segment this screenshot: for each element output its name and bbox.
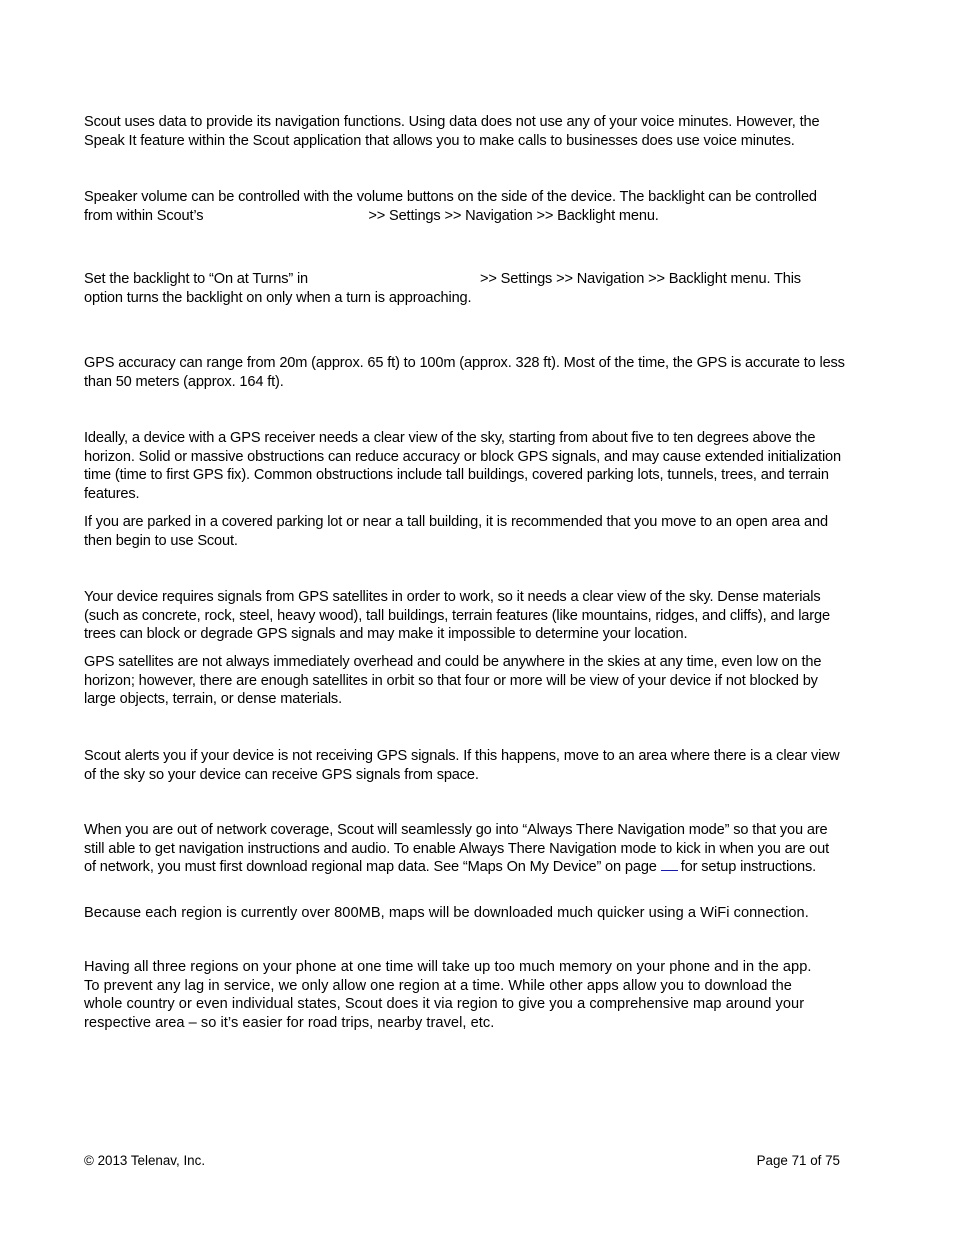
volume-paragraph bbox=[84, 188, 874, 225]
backlight-paragraph bbox=[84, 270, 874, 307]
volume-line-1: Speaker volume can be controlled with the volume buttons on the side of the device. The backlight can be controlled bbox=[84, 189, 817, 205]
coverage-last-start: of network, you must first download regional map data. See “Maps On My Device” on page bbox=[84, 859, 657, 876]
coverage-lines: When you are out of network coverage, Scout will seamlessly go into “Always There Navigation mode” so that you are still able to get navigation instructions and audio. To enable Always There Navigation mode to kick in when you are out bbox=[84, 822, 830, 857]
coverage-last-end: for setup instructions. bbox=[680, 859, 817, 876]
satellites-paragraph: GPS satellites are not always immediately overhead and could be anywhere in the skies at any time, even low on the horizon; however, there are enough satellites in orbit so that four or more will be view of your device if not blocked by large objects, terrain, or dense materials. bbox=[84, 654, 822, 708]
gps-accuracy-paragraph: GPS accuracy can range from 20m (approx. 65 ft) to 100m (approx. 328 ft). Most of the time, the GPS is accurate to less than 50 meters (approx. 164 ft). bbox=[84, 355, 845, 390]
alerts-paragraph: Scout alerts you if your device is not receiving GPS signals. If this happens, move to an area where there is a clear view of the sky so your device can receive GPS signals from space. bbox=[84, 748, 840, 783]
page-reference-link[interactable] bbox=[661, 858, 678, 871]
backlight-line-1-end: >> Settings >> Navigation >> Backlight menu. This bbox=[480, 271, 801, 287]
wifi-paragraph: Because each region is currently over 800MB, maps will be downloaded much quicker using a WiFi connection. bbox=[84, 905, 809, 921]
data-usage-paragraph: Scout uses data to provide its navigation functions. Using data does not use any of your voice minutes. However, the Speak It feature within the Scout application that allows you to make calls to businesses does use voice minutes. bbox=[84, 114, 820, 149]
backlight-line-2: option turns the backlight on only when a turn is approaching. bbox=[84, 289, 472, 306]
signals-paragraph: Your device requires signals from GPS satellites in order to work, so it needs a clear view of the sky. Dense materials (such as concrete, rock, steel, heavy wood), tall buildings, terrain features (like mountains, ridges, and cliffs), and large trees can block or degrade GPS signals and may make it impossible to determine your location. bbox=[84, 589, 830, 643]
volume-line-2-start: from within Scout’s bbox=[84, 207, 204, 224]
coverage-paragraph bbox=[84, 821, 874, 877]
regions-paragraph: Having all three regions on your phone at one time will take up too much memory on your phone and in the app. To prevent any lag in service, we only allow one region at a time. While other apps allow you to download the whole country or even individual states, Scout does it via region to give you a comprehensive map around your respective area – so it’s easier for road trips, nearby travel, etc. bbox=[84, 959, 812, 1031]
volume-line-2-end: >> Settings >> Navigation >> Backlight menu. bbox=[368, 207, 659, 224]
footer-copyright: © 2013 Telenav, Inc. bbox=[84, 1153, 206, 1168]
parked-paragraph: If you are parked in a covered parking lot or near a tall building, it is recommended that you move to an open area and then begin to use Scout. bbox=[84, 514, 828, 549]
clear-view-paragraph: Ideally, a device with a GPS receiver needs a clear view of the sky, starting from about five to ten degrees above the horizon. Solid or massive obstructions can reduce accuracy or block GPS signals, and may cause extended initialization time (time to first GPS fix). Common obstructions include tall buildings, covered parking lots, tunnels, trees, and terrain features. bbox=[84, 430, 841, 502]
footer-page-number: Page 71 of 75 bbox=[756, 1153, 840, 1168]
backlight-line-1-start: Set the backlight to “On at Turns” in bbox=[84, 271, 309, 287]
